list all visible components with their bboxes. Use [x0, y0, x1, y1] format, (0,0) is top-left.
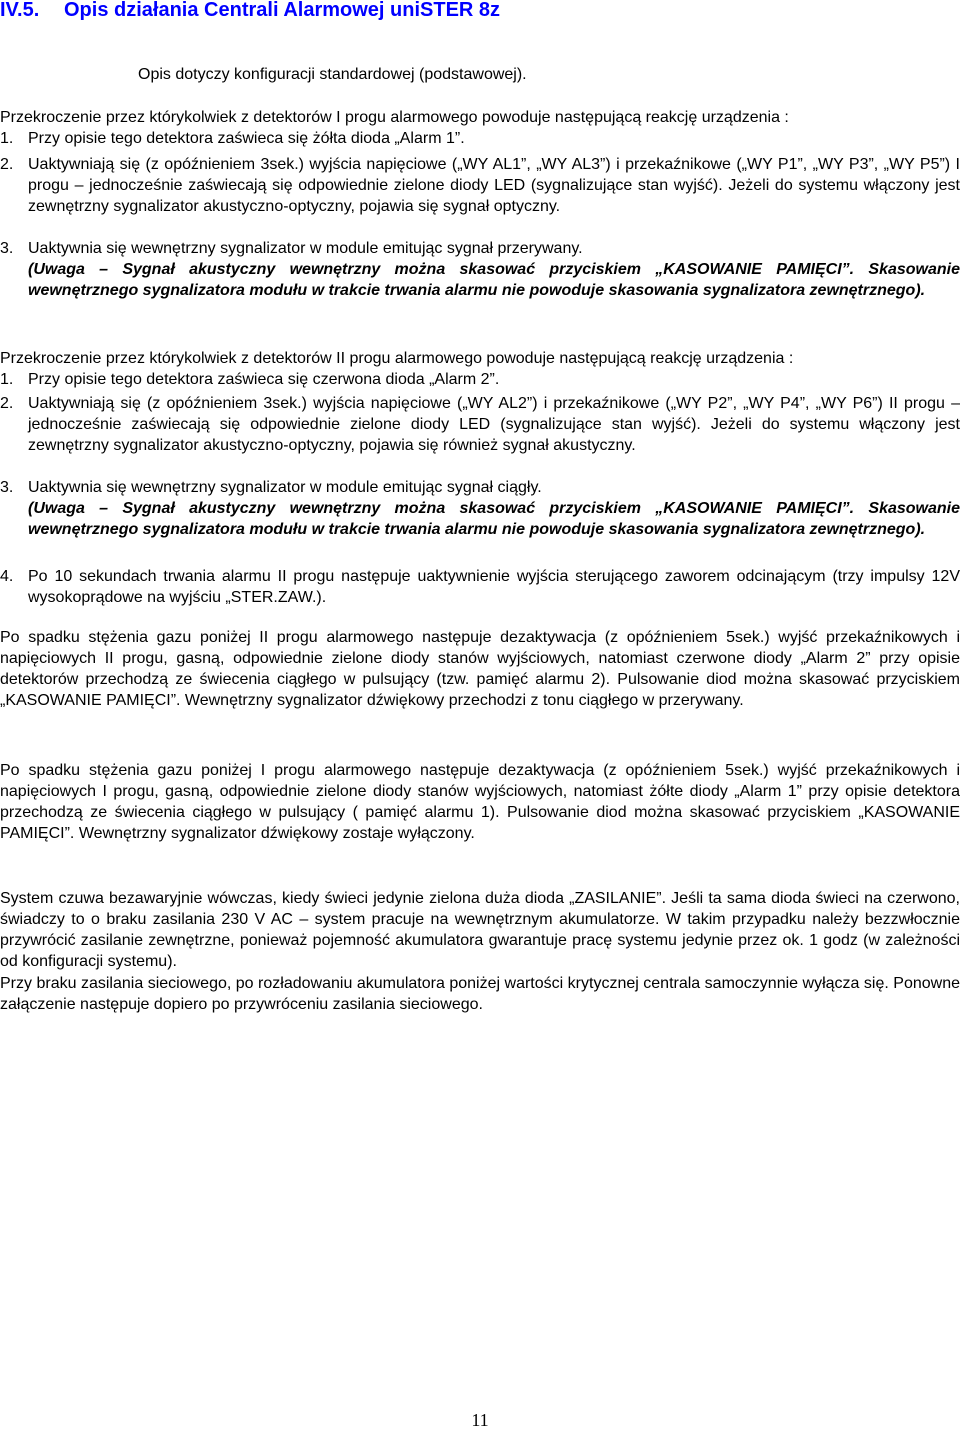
item-number: 1. [0, 371, 14, 388]
item-number: 2. [0, 156, 14, 173]
page-number: 11 [471, 1410, 489, 1430]
prog2-intro: Przekroczenie przez którykolwiek z detektorów II progu alarmowego powoduje następującą reakcję urządzenia : [0, 350, 794, 367]
item-text: Uaktywniają się (z opóźnieniem 3sek.) wyjścia napięciowe („WY AL1”, „WY AL3”) i przekaźnikowe („WY P1”, „WY P3”, „WY P5”) I progu – jednocześnie zaświecają się odpowiednie zielone diody LED (sygnalizujące stan wyjść). Jeżeli do systemu włączony jest zewnętrzny sygnalizator akustyczno-optyczny, pojawia się sygnał optyczny. [28, 156, 960, 215]
deactivation-prog2-paragraph: Po spadku stężenia gazu poniżej II progu alarmowego następuje dezaktywacja (z opóźnieniem 5sek.) wyjść przekaźnikowych i napięciowych II progu, gasną, odpowiednie zielone diody stanów wyjściowych, natomiast czerwone diody „Alarm 2” przy opisie detektorów przechodzą ze świecenia ciągłego w pulsujący (tzw. pamięć alarmu 2). Pulsowanie diod można skasować przyciskiem „KASOWANIE PAMIĘCI”. Wewnętrzny sygnalizator dźwiękowy przechodzi z tonu ciągłego w przerywany. [0, 629, 960, 709]
item-number: 3. [0, 240, 14, 257]
item-number: 4. [0, 568, 14, 585]
config-note: Opis dotyczy konfiguracji standardowej (podstawowej). [138, 66, 527, 83]
item-text: Uaktywniają się (z opóźnieniem 3sek.) wyjścia napięciowe („WY AL2”) i przekaźnikowe („WY P2”, „WY P4”, „WY P6”) II progu – jednocześnie zaświecają się odpowiednie zielone diody LED (sygnalizujące stan wyjść). Jeżeli do systemu włączony jest zewnętrzny sygnalizator akustyczno-optyczny, pojawia się również sygnał akustyczny. [28, 395, 960, 454]
item-text: Przy opisie tego detektora zaświeca się czerwona dioda „Alarm 2”. [28, 371, 500, 388]
reset-note: (Uwaga – Sygnał akustyczny wewnętrzny można skasować przyciskiem „KASOWANIE PAMIĘCI”. Skasowanie wewnętrznego sygnalizatora modułu w trakcie trwania alarmu nie powoduje skasowania sygnalizatora zewnętrznego). [28, 500, 960, 538]
reset-note: (Uwaga – Sygnał akustyczny wewnętrzny można skasować przyciskiem „KASOWANIE PAMIĘCI”. Skasowanie wewnętrznego sygnalizatora modułu w trakcie trwania alarmu nie powoduje skasowania sygnalizatora zewnętrznego). [28, 261, 960, 299]
section-heading [0, 0, 500, 23]
prog1-intro: Przekroczenie przez którykolwiek z detektorów I progu alarmowego powoduje następującą reakcję urządzenia : [0, 109, 789, 126]
power-status-paragraph: System czuwa bezawaryjnie wówczas, kiedy świeci jedynie zielona duża dioda „ZASILANIE”. Jeśli ta sama dioda świeci na czerwono, świadczy to o braku zasilania 230 V AC – system pracuje na wewnętrznym akumulatorze. W takim przypadku należy bezzwłocznie przywrócić zasilanie zewnętrzne, ponieważ pojemność akumulatora gwarantuje pracę systemu jedynie przez ok. 1 godz (w zależności od konfiguracji systemu). [0, 890, 960, 970]
section-title: Opis działania Centrali Alarmowej uniSTER 8z [64, 0, 501, 21]
battery-shutdown-paragraph: Przy braku zasilania sieciowego, po rozładowaniu akumulatora poniżej wartości krytycznej centrala samoczynnie wyłącza się. Ponowne załączenie następuje dopiero po przywróceniu zasilania sieciowego. [0, 975, 960, 1013]
item-number: 3. [0, 479, 14, 496]
deactivation-prog1-paragraph: Po spadku stężenia gazu poniżej I progu alarmowego następuje dezaktywacja (z opóźnieniem 5sek.) wyjść przekaźnikowych i napięciowych I progu, gasną, odpowiednie zielone diody stanów wyjściowych, natomiast żółte diody „Alarm 1” przy opisie detektora przechodzą ze świecenia ciągłego w pulsujący ( pamięć alarmu 1). Pulsowanie diod można skasować przyciskiem „KASOWANIE PAMIĘCI”. Wewnętrzny sygnalizator dźwiękowy zostaje wyłączony. [0, 762, 960, 842]
item-number: 1. [0, 130, 14, 147]
item-text: Po 10 sekundach trwania alarmu II progu następuje uaktywnienie wyjścia sterującego zaworem odcinającym (trzy impulsy 12V wysokoprądowe na wyjściu „STER.ZAW.). [28, 568, 960, 606]
section-number: IV.5. [0, 0, 40, 21]
item-text: Uaktywnia się wewnętrzny sygnalizator w module emitując sygnał przerywany. [28, 240, 583, 257]
item-text: Uaktywnia się wewnętrzny sygnalizator w module emitując sygnał ciągły. [28, 479, 542, 496]
item-number: 2. [0, 395, 14, 412]
item-text: Przy opisie tego detektora zaświeca się żółta dioda „Alarm 1”. [28, 130, 465, 147]
